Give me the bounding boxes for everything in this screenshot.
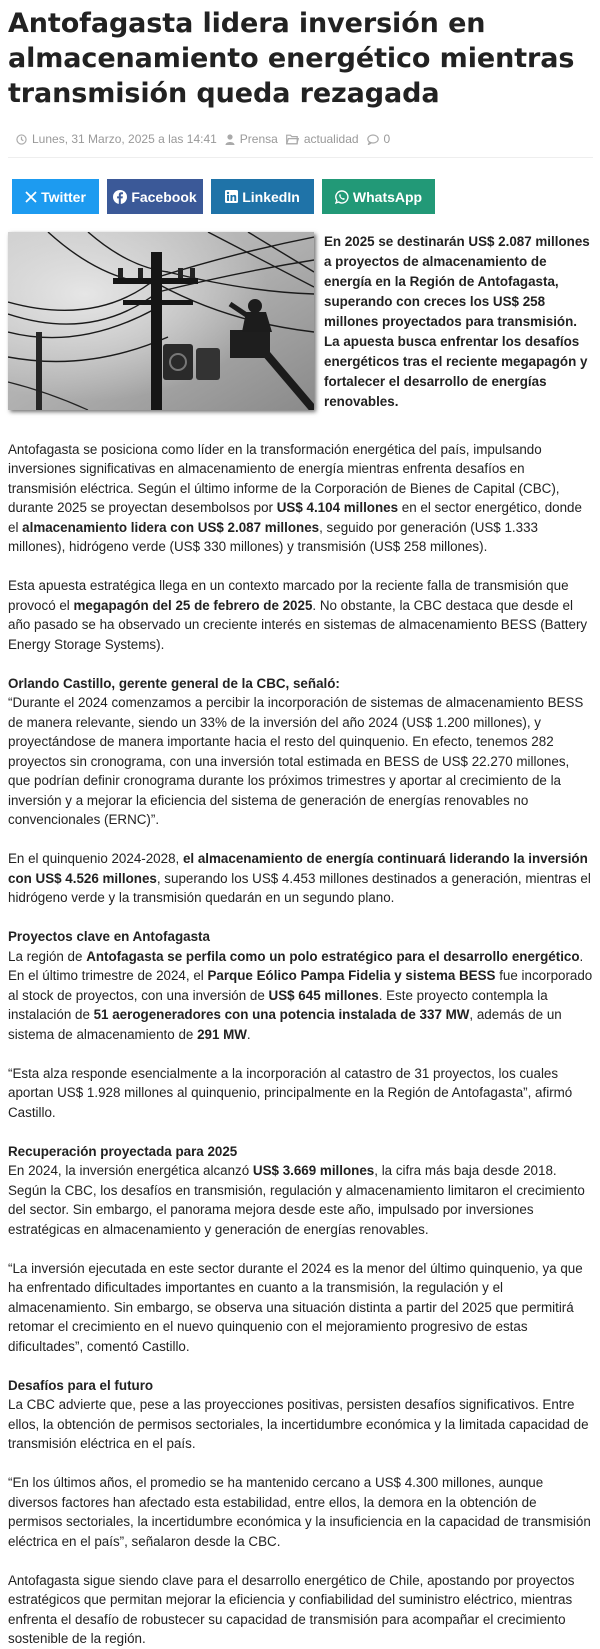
- comment-icon: [367, 134, 379, 145]
- meta-comments[interactable]: 0: [367, 132, 391, 146]
- meta-category[interactable]: actualidad: [286, 132, 359, 146]
- user-icon: [225, 134, 235, 145]
- section-heading-recuperacion: Recuperación proyectada para 2025: [8, 1143, 238, 1159]
- paragraph-5: Proyectos clave en Antofagasta La región de Antofagasta se perfila como un polo estratégico para el desarrollo energético. En el último trimestre de 2024, el Parque Eólico Pampa Fidelia y sistema BESS fue incorporado al stock de proyectos, con una inversión de US$ 645 millones. Este proyecto contempla la instalación de 51 aerogeneradores con una potencia instalada de 337 MW, además de un sistema de almacenamiento de 291 MW.: [8, 929, 593, 1042]
- linkedin-logo-icon: [225, 190, 238, 203]
- meta-author[interactable]: Prensa: [225, 132, 278, 146]
- folder-icon: [286, 134, 299, 145]
- article-body: [8, 232, 593, 1649]
- share-buttons: [12, 179, 593, 214]
- share-twitter-button[interactable]: Twitter: [12, 179, 99, 214]
- section-heading-proyectos: Proyectos clave en Antofagasta: [8, 929, 210, 944]
- paragraph-11: Antofagasta sigue siendo clave para el desarrollo energético de Chile, apostando por proyectos estratégicos que permitan mejorar la eficiencia y confiabilidad del suministro eléctrico, mientras enfrenta el desafío de robustecer su capacidad de transmisión para acompañar el crecimiento sostenible de la región.: [8, 1572, 575, 1646]
- paragraph-6: “Esta alza responde esencialmente a la incorporación al catastro de 31 proyectos, los cuales aportan US$ 1.928 millones al quinquenio, principalmente en la Región de Antofagasta”, afirmó Castillo.: [8, 1065, 573, 1120]
- clock-icon: [16, 134, 27, 145]
- quote-attribution-heading: Orlando Castillo, gerente general de la CBC, señaló:: [8, 675, 340, 691]
- facebook-logo-icon: [113, 190, 127, 204]
- share-facebook-button[interactable]: Facebook: [107, 179, 203, 214]
- share-linkedin-button[interactable]: LinkedIn: [211, 179, 314, 214]
- power-lines-photo: [8, 232, 314, 410]
- paragraph-3: Orlando Castillo, gerente general de la CBC, señaló: “Durante el 2024 comenzamos a percibir la incorporación de sistemas de almacenamiento BESS de manera relevante, siendo un 33% de la inversión del año 2024 (US$ 1.200 millones), y proyectándose de manera importante hacia el resto del quinquenio. En efecto, tenemos 282 proyectos sin cronograma, con una inversión total estimada en BESS de US$ 22.270 millones, que podrían definir cronograma durante los próximos trimestres y aportar al crecimiento de la inversión y a mejorar la eficiencia del sistema de generación de energías renovables no convencionales (ERNC)”.: [8, 675, 584, 827]
- meta-divider: [8, 157, 593, 158]
- paragraph-9: Desafíos para el futuro La CBC advierte que, pese a las proyecciones positivas, persisten desafíos significativos. Entre ellos, la obtención de permisos sectoriales, la incertidumbre económica y la limitada capacidad de transmisión eléctrica en el país.: [8, 1377, 589, 1451]
- meta-date: Lunes, 31 Marzo, 2025 a las 14:41: [16, 132, 217, 146]
- paragraph-1: Antofagasta se posiciona como líder en la transformación energética del país, impulsando inversiones significativas en almacenamiento de energía mientras enfrenta desafíos en transmisión eléctrica. Según el último informe de la Corporación de Bienes de Capital (CBC), durante 2025 se proyectan desembolsos por US$ 4.104 millones en el sector energético, donde el almacenamiento lidera con US$ 2.087 millones, seguido por generación (US$ 1.333 millones), hidrógeno verde (US$ 330 millones) y transmisión (US$ 258 millones).: [8, 441, 582, 554]
- section-heading-desafios: Desafíos para el futuro: [8, 1377, 154, 1393]
- article-lead: En 2025 se destinarán US$ 2.087 millones a proyectos de almacenamiento de energía en la Región de Antofagasta, superando con creces los US$ 258 millones proyectados para transmisión. La apuesta busca enfrentar los desafíos energéticos tras el reciente megapagón y fortalecer el desarrollo de energías renovables.: [324, 234, 590, 409]
- paragraph-7: Recuperación proyectada para 2025 En 2024, la inversión energética alcanzó US$ 3.669 millones, la cifra más baja desde 2018. Según la CBC, los desafíos en transmisión, regulación y almacenamiento limitaron el crecimiento del sector. Sin embargo, el panorama mejora desde este año, impulsado por inversiones estratégicas en almacenamiento y generación de energías renovables.: [8, 1143, 585, 1237]
- paragraph-2: Esta apuesta estratégica llega en un contexto marcado por la reciente falla de transmisión que provocó el megapagón del 25 de febrero de 2025. No obstante, la CBC destaca que desde el año pasado se ha observado un creciente interés en sistemas de almacenamiento BESS (Battery Energy Storage Systems).: [8, 578, 588, 652]
- x-logo-icon: [25, 191, 37, 203]
- paragraph-8: “La inversión ejecutada en este sector durante el 2024 es la menor del último quinquenio, ya que ha enfrentado dificultades importantes en cuanto a la transmisión, la regulación y el almacenamiento. Sin embargo, se observa una situación distinta a partir del 2025 que permitirá retomar el crecimiento en el nuevo quinquenio con el mejoramiento progresivo de estas dificultades”, comentó Castillo.: [8, 1260, 583, 1354]
- paragraph-4: En el quinquenio 2024-2028, el almacenamiento de energía continuará liderando la inversión con US$ 4.526 millones, superando los US$ 4.453 millones destinados a generación, mientras el hidrógeno verde y la transmisión quedarán en un segundo plano.: [8, 851, 591, 905]
- article-photo: [8, 232, 314, 410]
- article-meta: [8, 129, 593, 149]
- whatsapp-logo-icon: [335, 190, 349, 204]
- share-whatsapp-button[interactable]: WhatsApp: [322, 179, 435, 214]
- paragraph-10: “En los últimos años, el promedio se ha mantenido cercano a US$ 4.300 millones, aunque diversos factores han afectado esta estabilidad, entre ellos, la demora en la obtención de permisos sectoriales, la incertidumbre económica y la insuficiencia en la capacidad de transmisión eléctrica en el país”, señalaron desde la CBC.: [8, 1475, 591, 1549]
- article-title: Antofagasta lidera inversión en almacenamiento energético mientras transmisión queda rezagada: [8, 8, 575, 109]
